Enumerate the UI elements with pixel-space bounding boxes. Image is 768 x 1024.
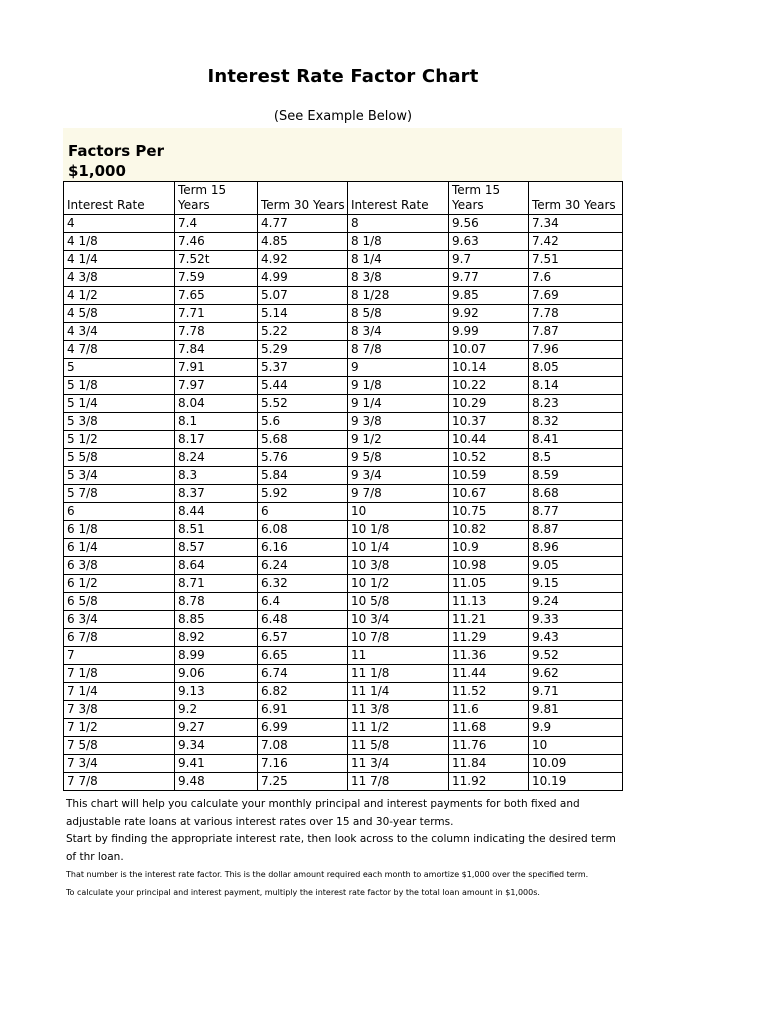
table-cell: 9.62 [529, 665, 623, 683]
table-cell: 9.24 [529, 593, 623, 611]
table-cell: 4 7/8 [64, 341, 175, 359]
table-cell: 9.85 [449, 287, 529, 305]
table-cell: 6.4 [258, 593, 348, 611]
note-small: To calculate your principal and interest payment, multiply the interest rate factor by the total loan amount in $1,000s. [66, 888, 540, 897]
table-cell: 6.91 [258, 701, 348, 719]
table-cell: 7.78 [175, 323, 258, 341]
table-cell: 4 3/4 [64, 323, 175, 341]
table-cell: 6.32 [258, 575, 348, 593]
table-cell: 8.37 [175, 485, 258, 503]
table-cell: 6 1/4 [64, 539, 175, 557]
table-cell: 7 3/8 [64, 701, 175, 719]
table-cell: 7.46 [175, 233, 258, 251]
table-cell: 11.13 [449, 593, 529, 611]
table-cell: 10.44 [449, 431, 529, 449]
table-cell: 6 5/8 [64, 593, 175, 611]
note-small: That number is the interest rate factor. This is the dollar amount required each month to amortize $1,000 over the specified term. [66, 870, 589, 879]
table-cell: 10.14 [449, 359, 529, 377]
table-row [64, 719, 623, 737]
table-row [64, 323, 623, 341]
table-cell: 6.74 [258, 665, 348, 683]
table-cell: 10.52 [449, 449, 529, 467]
column-header: Term 15 Years [175, 182, 258, 215]
table-row [64, 287, 623, 305]
table-cell: 6.82 [258, 683, 348, 701]
table-cell: 8.04 [175, 395, 258, 413]
table-cell: 4.85 [258, 233, 348, 251]
table-cell: 9 5/8 [348, 449, 449, 467]
table-cell: 8.78 [175, 593, 258, 611]
table-cell: 6 7/8 [64, 629, 175, 647]
table-row [64, 539, 623, 557]
table-cell: 8 3/4 [348, 323, 449, 341]
table-row [64, 683, 623, 701]
table-cell: 9.41 [175, 755, 258, 773]
table-cell: 7.87 [529, 323, 623, 341]
table-cell: 10.29 [449, 395, 529, 413]
table-cell: 4 1/4 [64, 251, 175, 269]
table-cell: 10 1/2 [348, 575, 449, 593]
table-cell: 6.08 [258, 521, 348, 539]
table-cell: 10.22 [449, 377, 529, 395]
table-row [64, 341, 623, 359]
page-title: Interest Rate Factor Chart [207, 66, 479, 87]
table-cell: 9.99 [449, 323, 529, 341]
table-cell: 4 5/8 [64, 305, 175, 323]
table-cell: 8.32 [529, 413, 623, 431]
column-header: Term 30 Years [529, 182, 623, 215]
table-cell: 9.92 [449, 305, 529, 323]
table-cell: 5.76 [258, 449, 348, 467]
table-cell: 10 3/4 [348, 611, 449, 629]
table-cell: 5.92 [258, 485, 348, 503]
table-cell: 7.91 [175, 359, 258, 377]
table-cell: 8.92 [175, 629, 258, 647]
table-cell: 6.57 [258, 629, 348, 647]
table-cell: 5.68 [258, 431, 348, 449]
column-header: Interest Rate [348, 182, 449, 215]
table-cell: 9.52 [529, 647, 623, 665]
table-cell: 6 1/8 [64, 521, 175, 539]
table-cell: 4.99 [258, 269, 348, 287]
table-cell: 9 3/8 [348, 413, 449, 431]
table-cell: 8.44 [175, 503, 258, 521]
factors-header-band [63, 128, 622, 181]
interest-rate-factor-table [63, 181, 623, 791]
table-cell: 7.42 [529, 233, 623, 251]
table-cell: 11.44 [449, 665, 529, 683]
table-cell: 8.85 [175, 611, 258, 629]
table-cell: 10 [529, 737, 623, 755]
table-cell: 8.5 [529, 449, 623, 467]
table-cell: 5.07 [258, 287, 348, 305]
table-cell: 6 3/8 [64, 557, 175, 575]
table-row [64, 431, 623, 449]
table-row [64, 647, 623, 665]
table-cell: 10.82 [449, 521, 529, 539]
table-cell: 7.97 [175, 377, 258, 395]
table-cell: 7 [64, 647, 175, 665]
table-cell: 6.65 [258, 647, 348, 665]
table-cell: 8.77 [529, 503, 623, 521]
table-cell: 7.96 [529, 341, 623, 359]
table-row [64, 467, 623, 485]
table-cell: 10 3/8 [348, 557, 449, 575]
table-cell: 7 7/8 [64, 773, 175, 791]
page-subtitle: (See Example Below) [273, 109, 413, 124]
table-cell: 7.25 [258, 773, 348, 791]
table-cell: 7.4 [175, 215, 258, 233]
table-cell: 7.34 [529, 215, 623, 233]
table-cell: 5.29 [258, 341, 348, 359]
table-cell: 8.23 [529, 395, 623, 413]
table-cell: 5 3/4 [64, 467, 175, 485]
note-paragraph: Start by finding the appropriate interest rate, then look across to the column indicating the desired term of thr loan. [66, 833, 616, 863]
table-row [64, 557, 623, 575]
table-cell: 11.68 [449, 719, 529, 737]
table-cell: 6.99 [258, 719, 348, 737]
table-cell: 8.64 [175, 557, 258, 575]
table-cell: 5.37 [258, 359, 348, 377]
table-cell: 7.65 [175, 287, 258, 305]
table-cell: 7.6 [529, 269, 623, 287]
table-row [64, 593, 623, 611]
table-cell: 9.48 [175, 773, 258, 791]
table-cell: 9.71 [529, 683, 623, 701]
table-cell: 4 [64, 215, 175, 233]
table-cell: 6 1/2 [64, 575, 175, 593]
table-cell: 8.57 [175, 539, 258, 557]
table-cell: 7.71 [175, 305, 258, 323]
table-cell: 5 1/4 [64, 395, 175, 413]
table-cell: 10.07 [449, 341, 529, 359]
table-cell: 8.3 [175, 467, 258, 485]
column-header: Term 30 Years [258, 182, 348, 215]
table-cell: 5 5/8 [64, 449, 175, 467]
table-cell: 8 5/8 [348, 305, 449, 323]
table-cell: 7.69 [529, 287, 623, 305]
table-cell: 7.08 [258, 737, 348, 755]
table-cell: 7.51 [529, 251, 623, 269]
table-cell: 8.59 [529, 467, 623, 485]
table-cell: 8.71 [175, 575, 258, 593]
table-row [64, 737, 623, 755]
table-cell: 9.34 [175, 737, 258, 755]
table-cell: 7.16 [258, 755, 348, 773]
table-cell: 9.9 [529, 719, 623, 737]
table-cell: 11.6 [449, 701, 529, 719]
table-cell: 4 1/2 [64, 287, 175, 305]
table-row [64, 449, 623, 467]
table-cell: 5.44 [258, 377, 348, 395]
table-cell: 9.56 [449, 215, 529, 233]
table-cell: 7 5/8 [64, 737, 175, 755]
table-cell: 6 [258, 503, 348, 521]
table-cell: 10.59 [449, 467, 529, 485]
table-cell: 5 [64, 359, 175, 377]
table-cell: 9.77 [449, 269, 529, 287]
column-header: Interest Rate [64, 182, 175, 215]
table-cell: 5 7/8 [64, 485, 175, 503]
table-cell: 11.92 [449, 773, 529, 791]
table-cell: 8 1/28 [348, 287, 449, 305]
table-body [64, 215, 623, 791]
table-cell: 6 3/4 [64, 611, 175, 629]
table-row [64, 215, 623, 233]
table-cell: 5.14 [258, 305, 348, 323]
table-cell: 9.63 [449, 233, 529, 251]
table-cell: 10.75 [449, 503, 529, 521]
table-cell: 10 1/4 [348, 539, 449, 557]
table-cell: 8.24 [175, 449, 258, 467]
table-cell: 10.37 [449, 413, 529, 431]
table-cell: 8.87 [529, 521, 623, 539]
table-row [64, 485, 623, 503]
table-cell: 8.51 [175, 521, 258, 539]
table-row [64, 269, 623, 287]
table-cell: 7.84 [175, 341, 258, 359]
table-row [64, 665, 623, 683]
table-cell: 8.41 [529, 431, 623, 449]
table-cell: 6 [64, 503, 175, 521]
column-header: Term 15 Years [449, 182, 529, 215]
table-row [64, 773, 623, 791]
table-cell: 5.22 [258, 323, 348, 341]
table-cell: 11 1/4 [348, 683, 449, 701]
table-cell: 11.21 [449, 611, 529, 629]
table-cell: 8 1/8 [348, 233, 449, 251]
table-cell: 9.15 [529, 575, 623, 593]
table-cell: 9.27 [175, 719, 258, 737]
table-cell: 7.59 [175, 269, 258, 287]
table-row [64, 629, 623, 647]
table-cell: 10.09 [529, 755, 623, 773]
table-cell: 7 1/2 [64, 719, 175, 737]
table-cell: 5 1/2 [64, 431, 175, 449]
notes [66, 796, 626, 902]
table-cell: 10 [348, 503, 449, 521]
table-cell: 9 3/4 [348, 467, 449, 485]
table-cell: 11.76 [449, 737, 529, 755]
table-cell: 5 1/8 [64, 377, 175, 395]
table-row [64, 413, 623, 431]
table-cell: 9.06 [175, 665, 258, 683]
table-cell: 11 1/2 [348, 719, 449, 737]
table-cell: 10.98 [449, 557, 529, 575]
table-cell: 11 3/4 [348, 755, 449, 773]
table-row [64, 503, 623, 521]
table-row [64, 395, 623, 413]
table-cell: 5.84 [258, 467, 348, 485]
factors-label: Factors Per $1,000 [68, 142, 164, 180]
table-cell: 10 7/8 [348, 629, 449, 647]
table-cell: 10 5/8 [348, 593, 449, 611]
table-cell: 5 3/8 [64, 413, 175, 431]
table-cell: 11 7/8 [348, 773, 449, 791]
table-cell: 9.13 [175, 683, 258, 701]
table-cell: 9 7/8 [348, 485, 449, 503]
table-cell: 6.16 [258, 539, 348, 557]
table-cell: 9 1/4 [348, 395, 449, 413]
table-row [64, 701, 623, 719]
table-row [64, 521, 623, 539]
table-row [64, 755, 623, 773]
table-cell: 10.9 [449, 539, 529, 557]
table-cell: 11 [348, 647, 449, 665]
table-cell: 7 1/4 [64, 683, 175, 701]
table-cell: 11 5/8 [348, 737, 449, 755]
table-cell: 8.14 [529, 377, 623, 395]
table-cell: 10 1/8 [348, 521, 449, 539]
table-cell: 6.24 [258, 557, 348, 575]
table-cell: 9 1/8 [348, 377, 449, 395]
table-cell: 7.52t [175, 251, 258, 269]
table-row [64, 575, 623, 593]
table-cell: 8 7/8 [348, 341, 449, 359]
table-cell: 8 1/4 [348, 251, 449, 269]
table-cell: 9.2 [175, 701, 258, 719]
table-cell: 8.1 [175, 413, 258, 431]
table-cell: 10.19 [529, 773, 623, 791]
table-row [64, 251, 623, 269]
table-row [64, 359, 623, 377]
table-header-row [64, 182, 623, 215]
table-cell: 9 [348, 359, 449, 377]
table-cell: 8.68 [529, 485, 623, 503]
table-cell: 10.67 [449, 485, 529, 503]
table-cell: 8 3/8 [348, 269, 449, 287]
table-cell: 11.36 [449, 647, 529, 665]
table-cell: 7 3/4 [64, 755, 175, 773]
table-cell: 11.05 [449, 575, 529, 593]
table-row [64, 611, 623, 629]
table-cell: 11 1/8 [348, 665, 449, 683]
table-cell: 9.81 [529, 701, 623, 719]
table-cell: 8 [348, 215, 449, 233]
table-cell: 11 3/8 [348, 701, 449, 719]
table-cell: 8.05 [529, 359, 623, 377]
table-cell: 11.29 [449, 629, 529, 647]
table-cell: 11.52 [449, 683, 529, 701]
table-cell: 8.96 [529, 539, 623, 557]
table-cell: 9.05 [529, 557, 623, 575]
table-cell: 8.17 [175, 431, 258, 449]
table-cell: 6.48 [258, 611, 348, 629]
table-cell: 11.84 [449, 755, 529, 773]
table-cell: 5.52 [258, 395, 348, 413]
table-cell: 9 1/2 [348, 431, 449, 449]
table-cell: 4 3/8 [64, 269, 175, 287]
table-cell: 9.7 [449, 251, 529, 269]
note-paragraph: This chart will help you calculate your monthly principal and interest payments for both fixed and adjustable rate loans at various interest rates over 15 and 30-year terms. [66, 798, 580, 828]
table-cell: 7.78 [529, 305, 623, 323]
table-cell: 4 1/8 [64, 233, 175, 251]
table-row [64, 305, 623, 323]
table-cell: 8.99 [175, 647, 258, 665]
table-cell: 9.43 [529, 629, 623, 647]
table-row [64, 377, 623, 395]
table-row [64, 233, 623, 251]
table-cell: 4.92 [258, 251, 348, 269]
table-cell: 4.77 [258, 215, 348, 233]
table-cell: 7 1/8 [64, 665, 175, 683]
table-cell: 9.33 [529, 611, 623, 629]
table-cell: 5.6 [258, 413, 348, 431]
